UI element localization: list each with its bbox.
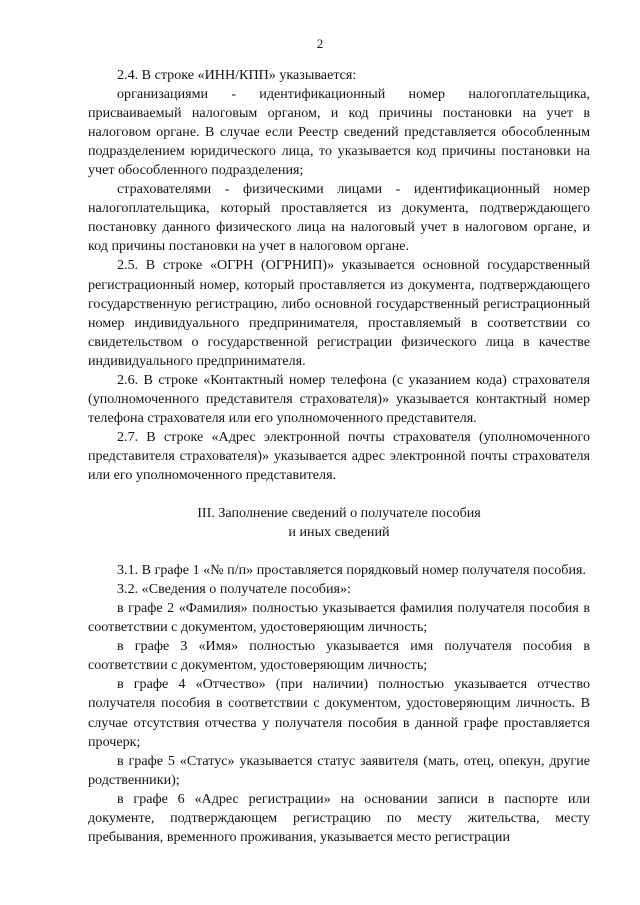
paragraph-organizations: организациями - идентификационный номер налогоплательщика, присваиваемый налоговым органом, и код причины постановки на учет в налоговом органе. В случае если Реестр сведений представляется обособленным подразделением юридического лица, то указывается код причины постановки на учет обособленного подразделения; xyxy=(88,86,590,179)
paragraph-3-1: 3.1. В графе 1 «№ п/п» проставляется порядковый номер получателя пособия. xyxy=(117,562,587,579)
paragraph-column-5: в графе 5 «Статус» указывается статус заявителя (мать, отец, опекун, другие родственники); xyxy=(88,752,590,788)
paragraph-column-3: в графе 3 «Имя» полностью указывается имя получателя пособия в соответствии с документом, удостоверяющим личность; xyxy=(88,638,590,674)
paragraph-3-2: 3.2. «Сведения о получателе пособия»: xyxy=(117,581,351,598)
paragraph-column-6: в графе 6 «Адрес регистрации» на основании записи в паспорте или документе, подтверждающем регистрацию по месту жительства, месту пребывания, временного проживания, указывается место регистрации xyxy=(88,790,590,845)
section-heading-line-1: III. Заполнение сведений о получателе пособия xyxy=(197,505,481,522)
page-number: 2 xyxy=(316,36,324,51)
paragraph-2-4: 2.4. В строке «ИНН/КПП» указывается: xyxy=(117,67,357,83)
document-body xyxy=(88,66,590,847)
section-heading xyxy=(88,504,590,542)
paragraph-2-7: 2.7. В строке «Адрес электронной почты страхователя (уполномоченного представителя страхователя)» указывается адрес электронной почты страхователя или его уполномоченного представителя. xyxy=(88,428,590,483)
paragraph-column-4: в графе 4 «Отчество» (при наличии) полностью указывается отчество получателя пособия в соответствии с документом, удостоверяющим личность. В случае отсутствия отчества у получателя пособия в данной графе проставляется прочерк; xyxy=(88,676,590,750)
section-heading-line-2: и иных сведений xyxy=(288,524,390,541)
paragraph-2-6: 2.6. В строке «Контактный номер телефона (с указанием кода) страхователя (уполномоченного представителя страхователя)» указывается контактный номер телефона страхователя или его уполномоченного представителя. xyxy=(88,371,590,426)
spacer xyxy=(88,485,590,504)
paragraph-individual-insurers: страхователями - физическими лицами - идентификационный номер налогоплательщика, который проставляется из документа, подтверждающего постановку данного физического лица на налоговый учет в налоговом органе, и код причины постановки на учет в налоговом органе. xyxy=(88,181,590,255)
paragraph-2-5: 2.5. В строке «ОГРН (ОГРНИП)» указывается основной государственный регистрационный номер, который проставляется из документа, подтверждающего государственную регистрацию, либо основной государственный регистрационный номер индивидуального предпринимателя, проставляемый в соответствии со свидетельством о государственной регистрации физического лица в качестве индивидуального предпринимателя. xyxy=(88,257,590,369)
paragraph-column-2: в графе 2 «Фамилия» полностью указывается фамилия получателя пособия в соответствии с документом, удостоверяющим личность; xyxy=(88,600,590,636)
spacer xyxy=(88,542,590,561)
